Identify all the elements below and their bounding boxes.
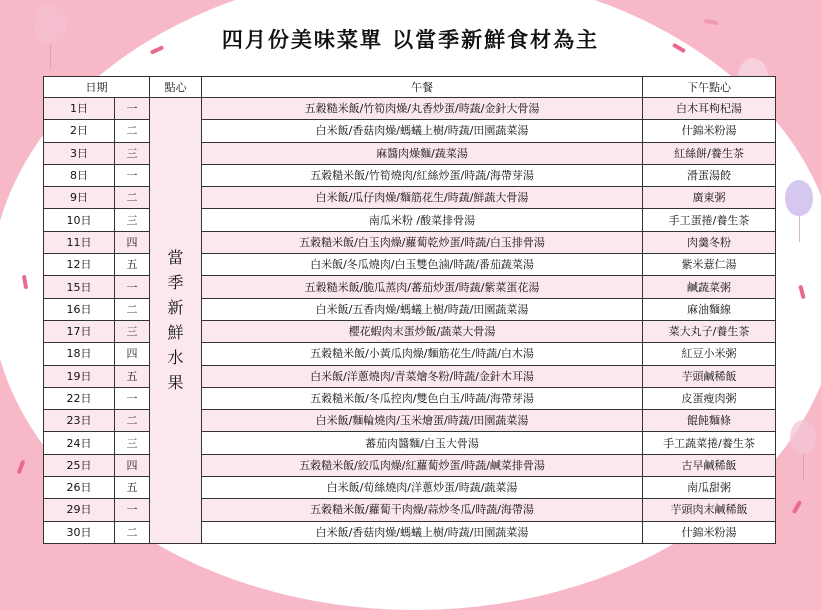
weekday-cell: 一 (115, 276, 150, 298)
snack-cell: 肉羹冬粉 (643, 231, 776, 253)
day-cell: 3日 (44, 142, 115, 164)
fruit-snack-text: 當季新鮮水果 (167, 248, 184, 393)
lunch-cell: 白米飯/荀絲燒肉/洋蔥炒蛋/時蔬/蔬菜湯 (202, 477, 643, 499)
lunch-cell: 五穀糙米飯/竹筍燒肉/紅絲炒蛋/時蔬/海帶芽湯 (202, 164, 643, 186)
menu-table (43, 76, 776, 544)
weekday-cell: 五 (115, 254, 150, 276)
lunch-cell: 蕃茄肉醬麵/白玉大骨湯 (202, 432, 643, 454)
snack-cell: 紅絲餅/養生茶 (643, 142, 776, 164)
day-cell: 30日 (44, 521, 115, 543)
day-cell: 23日 (44, 410, 115, 432)
day-cell: 10日 (44, 209, 115, 231)
weekday-cell: 四 (115, 343, 150, 365)
snack-cell: 手工蔬菜捲/養生茶 (643, 432, 776, 454)
lunch-cell: 白米飯/香菇肉燥/螞蟻上樹/時蔬/田園蔬菜湯 (202, 521, 643, 543)
weekday-cell: 一 (115, 387, 150, 409)
weekday-cell: 二 (115, 187, 150, 209)
weekday-cell: 一 (115, 164, 150, 186)
snack-cell: 紫米薏仁湯 (643, 254, 776, 276)
weekday-cell: 五 (115, 365, 150, 387)
day-cell: 2日 (44, 120, 115, 142)
weekday-cell: 四 (115, 231, 150, 253)
confetti-decoration (17, 460, 26, 475)
snack-cell: 紅豆小米粥 (643, 343, 776, 365)
snack-cell: 芋頭鹹稀飯 (643, 365, 776, 387)
snack-cell: 南瓜甜粥 (643, 477, 776, 499)
day-cell: 8日 (44, 164, 115, 186)
menu-body (44, 98, 776, 544)
snack-cell: 菜大丸子/養生茶 (643, 320, 776, 342)
table-row (44, 98, 776, 120)
lunch-cell: 五穀糙米飯/冬瓜控肉/雙色白玉/時蔬/海帶芽湯 (202, 387, 643, 409)
weekday-cell: 三 (115, 209, 150, 231)
lunch-cell: 白米飯/冬瓜燒肉/白玉雙色滷/時蔬/番茄蔬菜湯 (202, 254, 643, 276)
snack-cell: 廣東粥 (643, 187, 776, 209)
day-cell: 29日 (44, 499, 115, 521)
weekday-cell: 三 (115, 320, 150, 342)
snack-cell: 什錦米粉湯 (643, 521, 776, 543)
lunch-cell: 櫻花蝦肉末蛋炒飯/蔬菜大骨湯 (202, 320, 643, 342)
lunch-cell: 五穀糙米飯/白玉肉燥/蘿蔔乾炒蛋/時蔬/白玉排骨湯 (202, 231, 643, 253)
weekday-cell: 三 (115, 432, 150, 454)
weekday-cell: 二 (115, 298, 150, 320)
header-snack: 下午點心 (643, 77, 776, 98)
snack-cell: 皮蛋瘦肉粥 (643, 387, 776, 409)
day-cell: 24日 (44, 432, 115, 454)
weekday-cell: 二 (115, 120, 150, 142)
snack-cell: 白木耳枸杞湯 (643, 98, 776, 120)
header-fruit: 點心 (150, 77, 202, 98)
day-cell: 15日 (44, 276, 115, 298)
lunch-cell: 五穀糙米飯/蘿蔔干肉燥/蒜炒冬瓜/時蔬/海帶湯 (202, 499, 643, 521)
lunch-cell: 白米飯/香菇肉燥/螞蟻上樹/時蔬/田園蔬菜湯 (202, 120, 643, 142)
fruit-snack-cell (150, 98, 202, 544)
weekday-cell: 四 (115, 454, 150, 476)
lunch-cell: 五穀糙米飯/脆瓜蒸肉/蕃茄炒蛋/時蔬/紫菜蛋花湯 (202, 276, 643, 298)
day-cell: 25日 (44, 454, 115, 476)
snack-cell: 餛飩麵條 (643, 410, 776, 432)
lunch-cell: 五穀糙米飯/絞瓜肉燥/紅蘿蔔炒蛋/時蔬/鹹菜排骨湯 (202, 454, 643, 476)
day-cell: 16日 (44, 298, 115, 320)
lunch-cell: 白米飯/瓜仔肉燥/麵筋花生/時蔬/鮮蔬大骨湯 (202, 187, 643, 209)
weekday-cell: 一 (115, 98, 150, 120)
lunch-cell: 五穀糙米飯/小黃瓜肉燥/麵筋花生/時蔬/白木湯 (202, 343, 643, 365)
day-cell: 19日 (44, 365, 115, 387)
snack-cell: 什錦米粉湯 (643, 120, 776, 142)
lunch-cell: 白米飯/五香肉燥/螞蟻上樹/時蔬/田園蔬菜湯 (202, 298, 643, 320)
balloon-decoration (785, 180, 813, 216)
snack-cell: 手工蛋捲/養生茶 (643, 209, 776, 231)
weekday-cell: 一 (115, 499, 150, 521)
page-title: 四月份美味菜單 以當季新鮮食材為主 (221, 28, 600, 52)
snack-cell: 滑蛋湯餃 (643, 164, 776, 186)
day-cell: 11日 (44, 231, 115, 253)
snack-cell: 鹹蔬菜粥 (643, 276, 776, 298)
day-cell: 18日 (44, 343, 115, 365)
lunch-cell: 麻醬肉燥麵/蔬菜湯 (202, 142, 643, 164)
day-cell: 1日 (44, 98, 115, 120)
day-cell: 26日 (44, 477, 115, 499)
snack-cell: 芋頭肉末鹹稀飯 (643, 499, 776, 521)
lunch-cell: 五穀糙米飯/竹筍肉燥/丸香炒蛋/時蔬/金針大骨湯 (202, 98, 643, 120)
weekday-cell: 五 (115, 477, 150, 499)
header-date: 日期 (44, 77, 150, 98)
lunch-cell: 白米飯/洋蔥燒肉/青菜燴冬粉/時蔬/金針木耳湯 (202, 365, 643, 387)
weekday-cell: 三 (115, 142, 150, 164)
day-cell: 22日 (44, 387, 115, 409)
day-cell: 12日 (44, 254, 115, 276)
balloon-decoration (790, 420, 816, 454)
day-cell: 17日 (44, 320, 115, 342)
snack-cell: 古早鹹稀飯 (643, 454, 776, 476)
weekday-cell: 二 (115, 521, 150, 543)
header-lunch: 午餐 (202, 77, 643, 98)
lunch-cell: 白米飯/麵輪燒肉/玉米燴蛋/時蔬/田園蔬菜湯 (202, 410, 643, 432)
snack-cell: 麻油麵線 (643, 298, 776, 320)
lunch-cell: 南瓜米粉 /酸菜排骨湯 (202, 209, 643, 231)
day-cell: 9日 (44, 187, 115, 209)
weekday-cell: 二 (115, 410, 150, 432)
table-header-row (44, 77, 776, 98)
confetti-decoration (792, 500, 802, 514)
